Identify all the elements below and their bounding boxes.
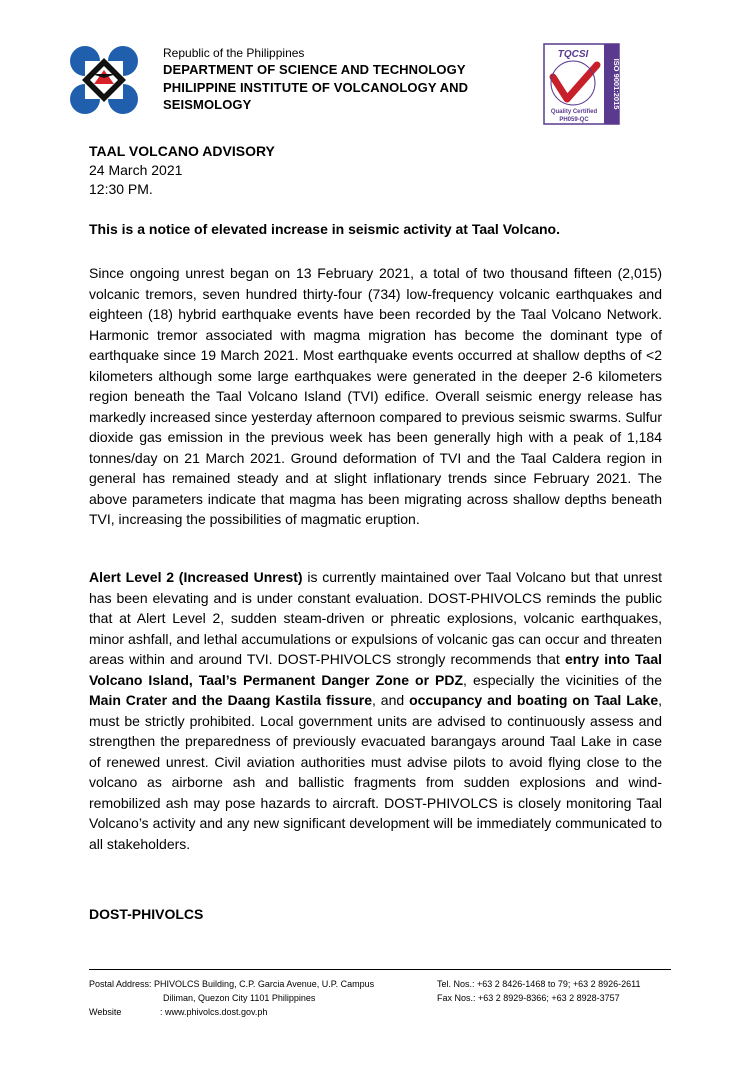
para2-text-3: , and	[372, 692, 410, 708]
entry-prohibition-bold: entry into Taal Volcano Island, Taal’s Permanent Danger Zone or PDZ	[89, 651, 662, 688]
footer-website-label: Website	[89, 1007, 122, 1017]
paragraph-seismic-summary: Since ongoing unrest began on 13 February 2021, a total of two thousand fifteen (2,015) volcanic tremors, seven hundred thirty-four (734) low-frequency volcanic earthquakes and eighteen (18) hybrid earthquake events have been recorded by the Taal Volcano Network. Harmonic tremor associated with magma migration has become the dominant type of earthquake since 19 March 2021. Most earthquake events occurred at shallow depths of <2 kilometers although some large earthquakes were generated in the deeper 2-6 kilometers region beneath the Taal Volcano Island (TVI) edifice. Overall seismic energy release has markedly increased since yesterday afternoon compared to previous seismic swarms. Sulfur dioxide gas emission in the previous week has been generally high with a peak of 1,184 tonnes/day on 21 March 2021. Ground deformation of TVI and the Taal Caldera region in general has remained steady and at slight inflationary trends since February 2021. The above parameters indicate that magma has been migrating across shallow depths beneath TVI, increasing the possibilities of magmatic eruption.	[89, 265, 662, 527]
cert-bottom-text-1: Quality Certified	[550, 109, 598, 115]
para2-text-1: is currently maintained over Taal Volcano but that unrest has been elevating and is under constant evaluation. DOST-PHIVOLCS reminds the public that at Alert Level 2, sudden steam-driven or phreatic explosions, volcanic earthquakes, minor ashfall, and lethal accumulations or expulsions of volcanic gas can occur and threaten areas within and around TVI. DOST-PHIVOLCS strongly recommends that	[89, 569, 662, 667]
dost-logo	[68, 44, 140, 116]
signature: DOST-PHIVOLCS	[89, 906, 204, 922]
para2-text-2: , especially the vicinities of the	[463, 671, 662, 688]
republic-label: Republic of the Philippines	[163, 46, 305, 60]
footer-postal-address: Postal Address: PHIVOLCS Building, C.P. Garcia Avenue, U.P. Campus	[89, 979, 375, 989]
institute-name-line2: SEISMOLOGY	[163, 97, 252, 112]
department-name: DEPARTMENT OF SCIENCE AND TECHNOLOGY	[163, 62, 466, 77]
taal-lake-bold: occupancy and boating on Taal Lake	[409, 692, 659, 708]
cert-bottom-text-2: PH059-QC	[559, 117, 589, 123]
advisory-title: TAAL VOLCANO ADVISORY	[89, 143, 275, 159]
footer-website-link[interactable]: : www.phivolcs.dost.gov.ph	[160, 1007, 268, 1017]
paragraph-alert-level	[89, 567, 662, 854]
cert-top-text: TQCSI	[557, 49, 589, 60]
footer-divider	[89, 969, 671, 970]
advisory-date: 24 March 2021	[89, 162, 183, 178]
main-crater-bold: Main Crater and the Daang Kastila fissure	[89, 692, 373, 708]
footer-postal-address-line2: Diliman, Quezon City 1101 Philippines	[163, 993, 316, 1003]
cert-side-text: ISO 9001:2015	[612, 58, 621, 110]
iso-certification-logo	[543, 43, 620, 125]
footer-telephone: Tel. Nos.: +63 2 8426-1468 to 79; +63 2 8926-2611	[437, 979, 641, 989]
footer-fax: Fax Nos.: +63 2 8929-8366; +63 2 8928-3757	[437, 993, 620, 1003]
institute-name-line1: PHILIPPINE INSTITUTE OF VOLCANOLOGY AND	[163, 80, 469, 95]
alert-level-bold: Alert Level 2 (Increased Unrest)	[89, 569, 303, 585]
notice-heading: This is a notice of elevated increase in seismic activity at Taal Volcano.	[89, 221, 561, 237]
advisory-time: 12:30 PM.	[89, 181, 153, 197]
para2-text-4: , must be strictly prohibited. Local government units are advised to continuously assess and strengthen the preparedness of previously evacuated barangays around Taal Lake in case of renewed unrest. Civil aviation authorities must advise pilots to avoid flying close to the volcano as airborne ash and ballistic fragments from sudden explosions and wind-remobilized ash may pose hazards to aircraft. DOST-PHIVOLCS is closely monitoring Taal Volcano’s activity and any new significant development will be immediately communicated to all stakeholders.	[89, 692, 662, 852]
